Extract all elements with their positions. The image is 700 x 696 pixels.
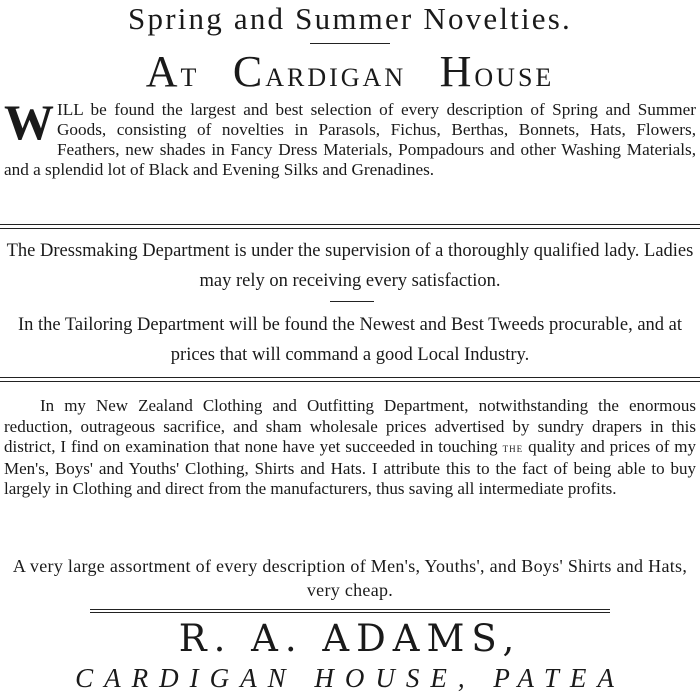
section-divider-1 xyxy=(0,224,700,225)
clothing-text-part2: quality and prices of my Men's, Boys' and Youths' Clothing, Shirts and Hats. I attribute this to the fact of being able to buy largely in Clothing and direct from the manufacturers, thus saving all intermediate profits. xyxy=(4,437,697,498)
assortment-notice: A very large assortment of every description of Men's, Youths', and Boys' Shirts and Hats, very cheap. xyxy=(12,556,688,600)
store-title-word-cardigan xyxy=(232,47,407,96)
tailoring-notice: In the Tailoring Department will be found the Newest and Best Tweeds procurable, and at prices that will command a good Local Industry. xyxy=(17,315,683,365)
rest-letters: ARDIGAN xyxy=(265,63,407,92)
store-title-word-house xyxy=(439,47,555,96)
headline: Spring and Summer Novelties. xyxy=(128,1,572,36)
section-divider-1b xyxy=(0,228,700,229)
section-divider-2b xyxy=(0,381,700,382)
dressmaking-notice: The Dressmaking Department is under the supervision of a thoroughly qualified lady. Ladies may rely on receiving every satisfaction. xyxy=(6,241,694,291)
clothing-emphasis: the xyxy=(502,440,524,455)
short-rule-top xyxy=(310,43,390,44)
store-title xyxy=(0,47,700,100)
intro-paragraph xyxy=(4,94,696,180)
short-rule-middle xyxy=(330,301,374,302)
section-divider-2 xyxy=(0,377,700,378)
intro-text: ILL be found the largest and best selection of every description of Spring and Summer Goods, consisting of novelties in Parasols, Fichus, Berthas, Bonnets, Hats, Flowers, Feathers, new shades in Fancy Dress Materials, Pompadours and other Washing Materials, and a splendid lot of Black and Evening Silks and Grenadines. xyxy=(4,100,696,179)
cap-letter: H xyxy=(439,47,475,96)
rest-letters: OUSE xyxy=(474,63,555,92)
signature-rule xyxy=(90,609,610,610)
cap-letter: A xyxy=(145,47,181,96)
clothing-paragraph xyxy=(4,396,696,500)
signature-address: CARDIGAN HOUSE, PATEA xyxy=(75,663,625,693)
rest-letters: T xyxy=(180,63,200,92)
store-title-word-at xyxy=(145,47,200,96)
drop-cap: W xyxy=(4,94,54,150)
signature-name: R. A. ADAMS, xyxy=(178,617,522,660)
cap-letter: C xyxy=(232,47,266,96)
signature-rule-b xyxy=(90,612,610,613)
clothing-text-part1: In my New Zealand Clothing and Outfitting Department, notwithstanding the enormous reduction, outrageous sacrifice, and sham wholesale prices advertised by sundry drapers in this district, I find on examination that none have yet succeeded in touching xyxy=(4,396,696,456)
